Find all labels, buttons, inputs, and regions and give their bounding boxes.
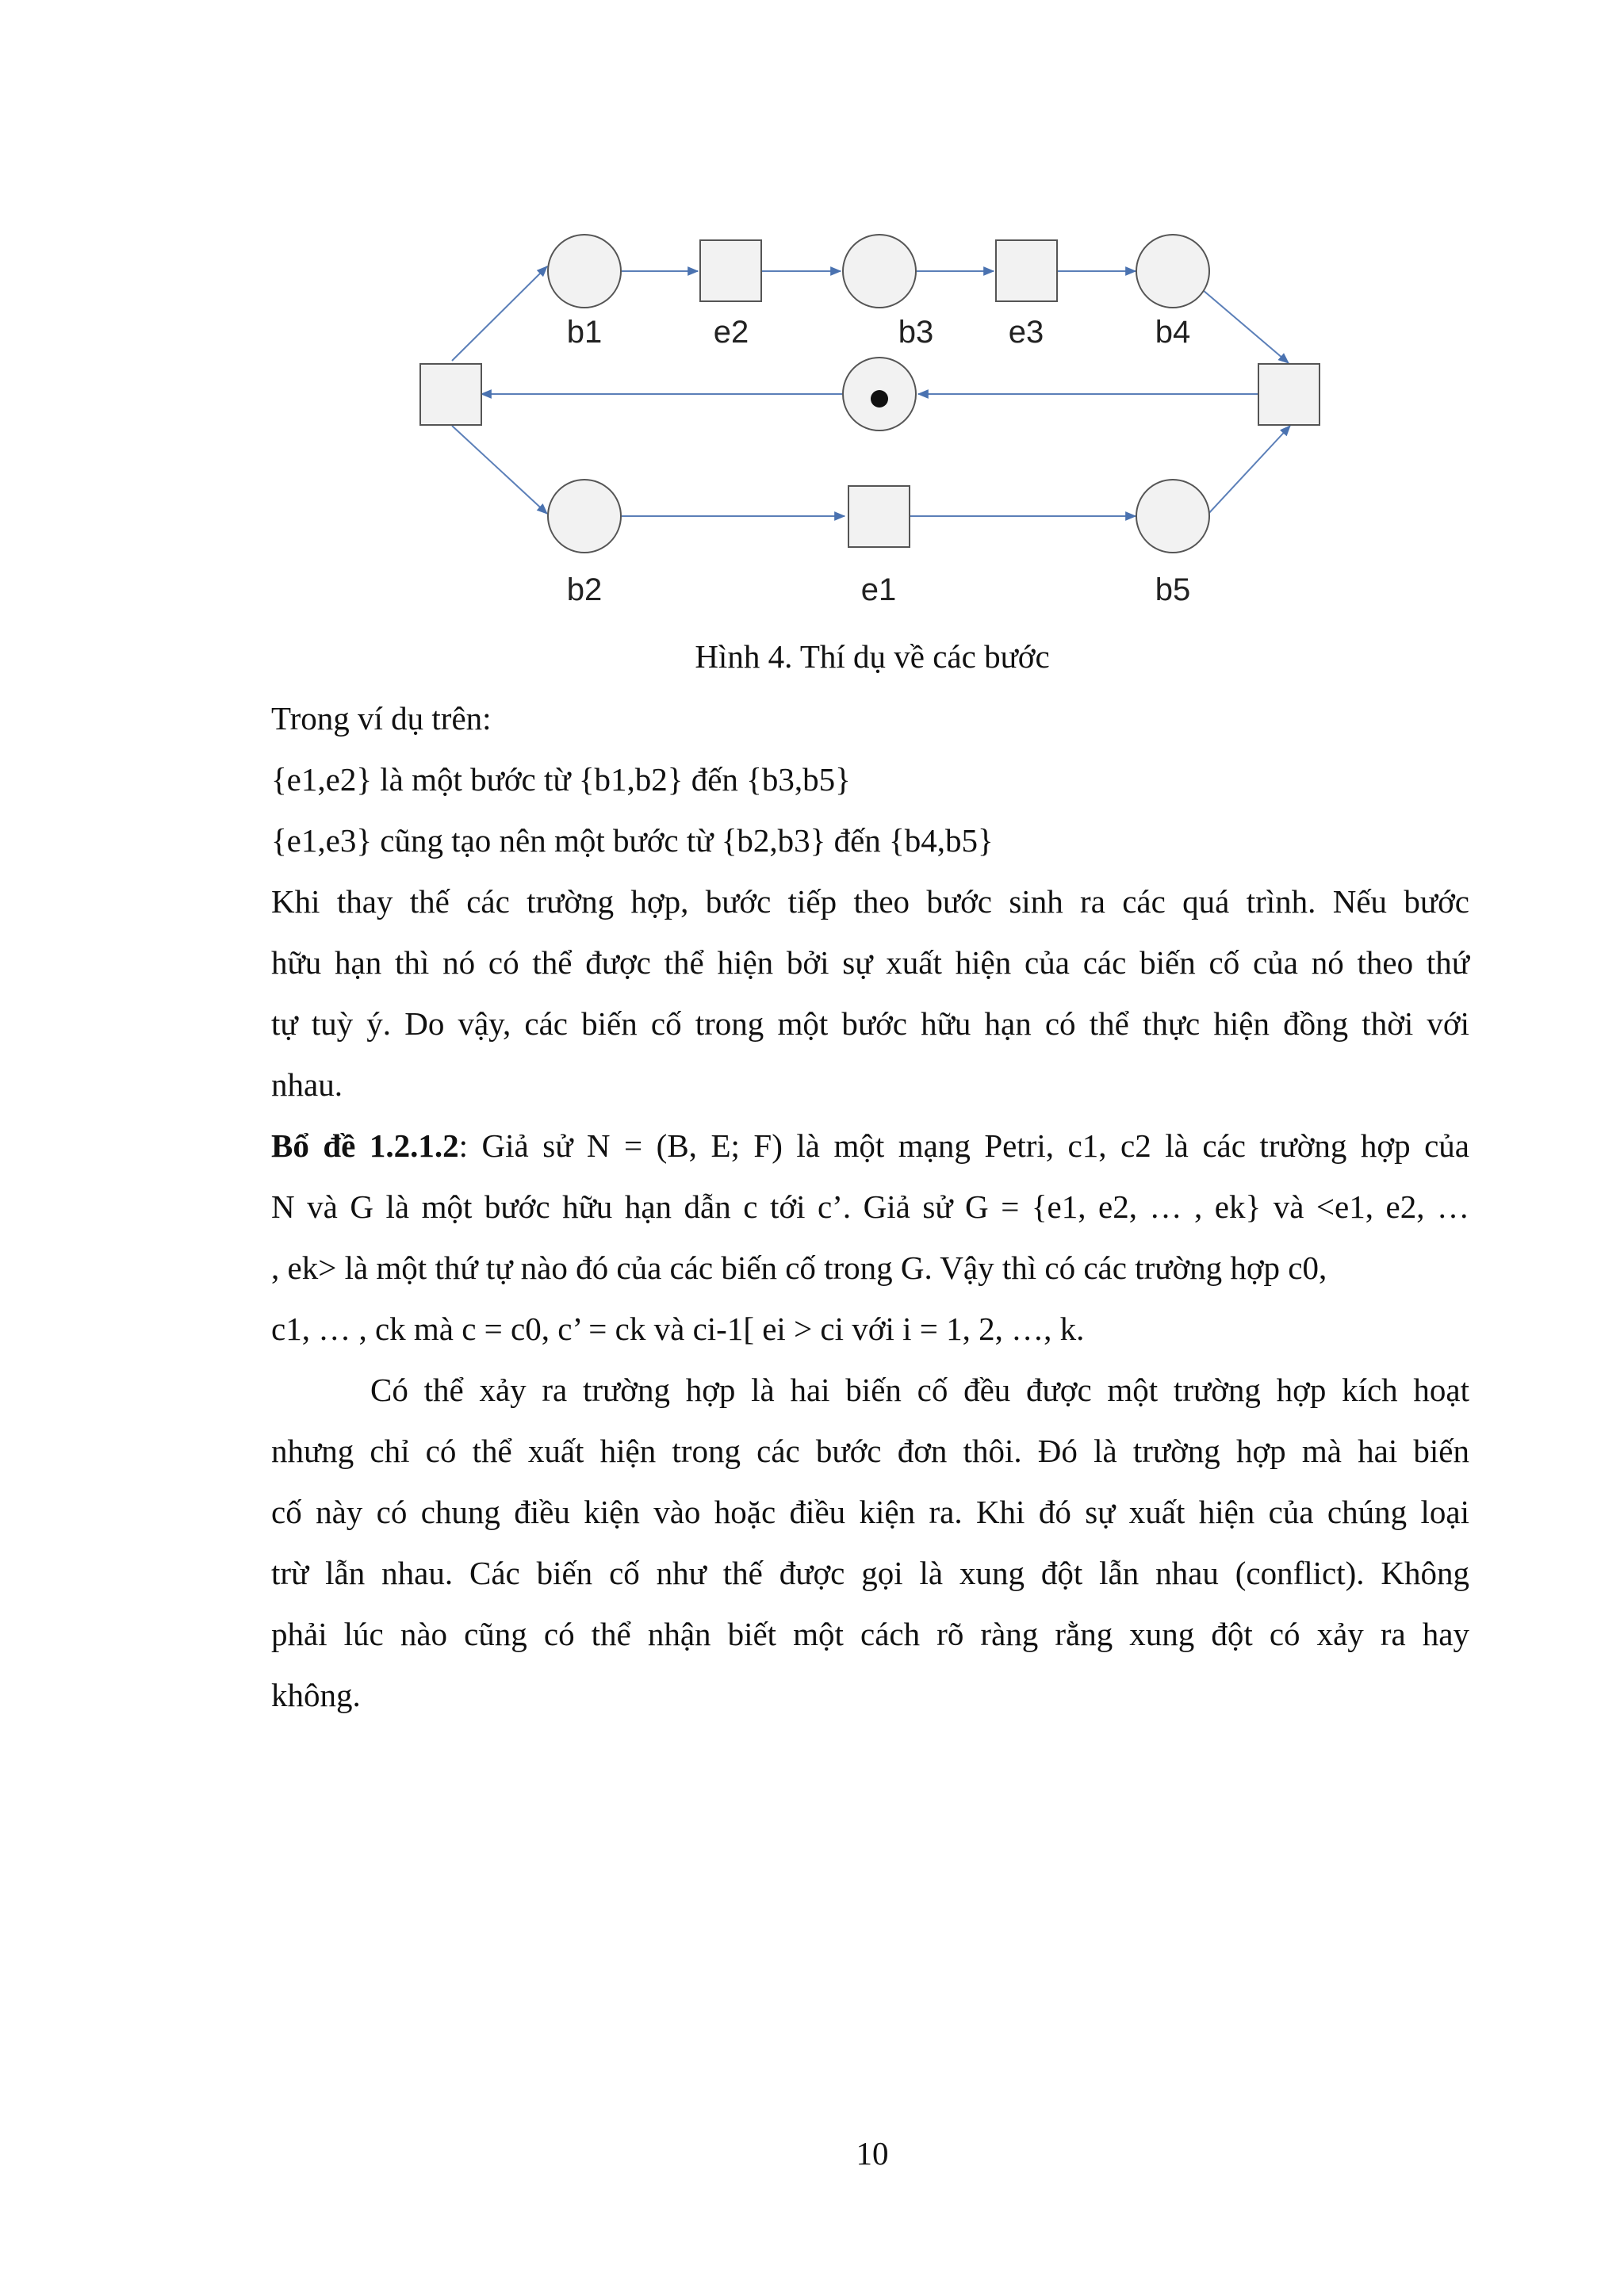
place-b3: [843, 235, 916, 308]
label-b4: b4: [1155, 315, 1191, 350]
lemma-line: N và G là một bước hữu hạn dẫn c tới c’. Giả sử G = {e1, e2, … , ek} và <e1, e2, …: [271, 1188, 1469, 1225]
place-b2: [548, 480, 621, 553]
para2-line: phải lúc nào cũng có thể nhận biết một cách rõ ràng rằng xung đột có xảy ra hay: [271, 1616, 1469, 1652]
transition-e2: [700, 240, 761, 301]
transition-e3: [996, 240, 1057, 301]
token: [871, 390, 888, 408]
label-e3: e3: [1008, 315, 1044, 350]
petri-net-diagram: [0, 0, 1624, 634]
arc-b4-eR: [1197, 285, 1289, 363]
label-b2: b2: [566, 572, 603, 607]
para2-line: nhưng chỉ có thể xuất hiện trong các bước đơn thôi. Đó là trường hợp mà hai biến: [271, 1433, 1469, 1469]
lemma-text: : Giả sử N = (B, E; F) là một mạng Petri, c1, c2 là các trường hợp của: [458, 1127, 1469, 1164]
label-b5: b5: [1155, 572, 1191, 607]
figure-caption: Hình 4. Thí dụ về các bước: [695, 638, 1050, 675]
arc-b5-eR: [1207, 426, 1290, 515]
label-b3: b3: [898, 315, 934, 350]
para2-line: Có thể xảy ra trường hợp là hai biến cố đều được một trường hợp kích hoạt: [370, 1372, 1469, 1408]
example-line-1: {e1,e2} là một bước từ {b1,b2} đến {b3,b5}: [271, 761, 851, 798]
label-b1: b1: [566, 315, 603, 350]
lemma-title: Bổ đề 1.2.1.2: [271, 1127, 459, 1164]
transition-right: [1258, 364, 1320, 425]
para2-line: trừ lẫn nhau. Các biến cố như thế được gọi là xung đột lẫn nhau (conflict). Không: [271, 1555, 1469, 1591]
label-e1: e1: [860, 572, 897, 607]
transition-e1: [848, 486, 910, 547]
arc-eL-b1: [452, 266, 547, 361]
para1-line: tự tuỳ ý. Do vậy, các biến cố trong một bước hữu hạn có thể thực hiện đồng thời với: [271, 1005, 1469, 1042]
label-e2: e2: [713, 315, 749, 350]
intro-line: Trong ví dụ trên:: [271, 700, 492, 737]
para1-line: Khi thay thế các trường hợp, bước tiếp theo bước sinh ra các quá trình. Nếu bước: [271, 883, 1469, 920]
arc-eL-b2: [452, 426, 547, 514]
example-line-2: {e1,e3} cũng tạo nên một bước từ {b2,b3} đến {b4,b5}: [271, 822, 994, 859]
body-text: [271, 688, 1469, 1726]
place-b4: [1136, 235, 1209, 308]
transition-left: [420, 364, 481, 425]
place-b5: [1136, 480, 1209, 553]
para1-line: hữu hạn thì nó có thể được thể hiện bởi sự xuất hiện của các biến cố của nó theo thứ: [271, 944, 1469, 981]
lemma-line: , ek> là một thứ tự nào đó của các biến cố trong G. Vậy thì có các trường hợp c0,: [271, 1249, 1327, 1286]
page-number: 10: [856, 2135, 889, 2172]
lemma-line: c1, … , ck mà c = c0, c’ = ck và ci-1[ ei > ci với i = 1, 2, …, k.: [271, 1311, 1085, 1347]
para2-line: không.: [271, 1677, 361, 1713]
place-b1: [548, 235, 621, 308]
para2-line: cố này có chung điều kiện vào hoặc điều kiện ra. Khi đó sự xuất hiện của chúng loại: [271, 1494, 1469, 1530]
lemma-line: [271, 1115, 1469, 1177]
para1-line: nhau.: [271, 1066, 343, 1103]
